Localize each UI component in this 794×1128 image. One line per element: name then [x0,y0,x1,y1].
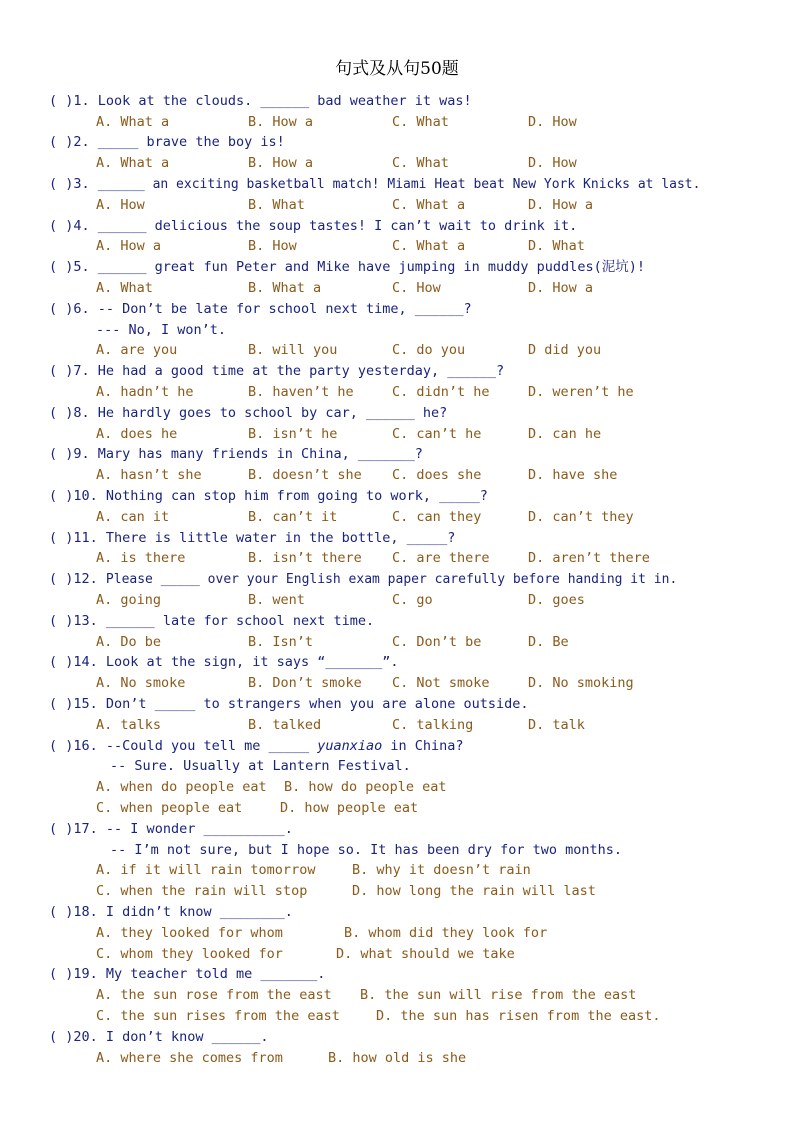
question-stem: ______ late for school next time. [105,613,375,629]
option-c: C. does she [392,467,482,483]
question-stem: ______ great fun Peter and Mike have jumping in muddy puddles(泥坑)! [97,259,645,275]
options-12 [96,590,585,610]
question-number: ( )3. [49,176,90,192]
question-stem: I didn’t know ________. [105,904,293,920]
option-b: B. will you [248,342,338,358]
option-b: B. What [248,197,305,213]
options-9 [96,465,618,485]
question-stem: -- Don’t be late for school next time, ______? [97,301,472,317]
option-b: B. whom did they look for [344,925,548,941]
option-b: B. talked [248,717,322,733]
option-a: A. if it will rain tomorrow [96,862,316,878]
option-a: A. talks [96,717,162,733]
option-b: B. how old is she [328,1050,467,1066]
option-c: C. can’t he [392,426,482,442]
option-d: D. goes [528,592,585,608]
options-18-row-2 [96,944,515,964]
options-7 [96,382,634,402]
options-17-row-1 [96,860,531,880]
option-d: D. What [528,238,585,254]
options-19-row-1 [96,985,637,1005]
option-d: D. How [528,155,577,171]
option-c: C. whom they looked for [96,946,283,962]
question-16 [49,736,464,756]
options-8 [96,424,602,444]
option-c: C. go [392,592,433,608]
question-stem: _____ brave the boy is! [97,134,285,150]
option-c: C. What a [392,197,466,213]
option-b: B. how do people eat [284,779,447,795]
question-14 [49,652,399,672]
option-a: A. How a [96,238,162,254]
question-stem: -- I wonder __________. [105,821,293,837]
option-d: D. Be [528,634,569,650]
question-number: ( )16. [49,738,98,754]
question-6 [49,299,472,319]
option-d: D. aren’t there [528,550,650,566]
option-b: B. How a [248,155,314,171]
option-c: C. talking [392,717,474,733]
question-1 [49,91,472,111]
option-d: D. How a [528,280,594,296]
option-a: A. does he [96,426,178,442]
option-a: A. hadn’t he [96,384,194,400]
question-number: ( )1. [49,93,90,109]
question-number: ( )2. [49,134,90,150]
question-9 [49,444,423,464]
option-d: D. what should we take [336,946,515,962]
options-13 [96,632,569,652]
option-c: C. when the rain will stop [96,883,308,899]
option-a: A. What a [96,114,170,130]
option-b: B. Don’t smoke [248,675,362,691]
option-c: C. What a [392,238,466,254]
question-number: ( )14. [49,654,98,670]
option-c: C. Not smoke [392,675,490,691]
question-number: ( )6. [49,301,90,317]
option-b: B. isn’t there [248,550,362,566]
question-stem: Don’t _____ to strangers when you are alone outside. [105,696,529,712]
options-20-row-1 [96,1048,467,1068]
question-5 [49,257,645,277]
options-11 [96,548,650,568]
question-12 [49,569,677,589]
option-b: B. went [248,592,305,608]
option-a: A. they looked for whom [96,925,283,941]
page-title: 句式及从句50题 [335,59,459,79]
option-d: D. How a [528,197,594,213]
option-d: D. how long the rain will last [352,883,596,899]
question-18 [49,902,293,922]
question-number: ( )18. [49,904,98,920]
option-a: A. What [96,280,153,296]
question-number: ( )13. [49,613,98,629]
option-d: D. How [528,114,577,130]
option-b: B. why it doesn’t rain [352,862,531,878]
option-d: D. can he [528,426,602,442]
option-a: A. are you [96,342,178,358]
question-stem: I don’t know ______. [105,1029,269,1045]
question-number: ( )10. [49,488,98,504]
options-2 [96,153,577,173]
question-4 [49,216,577,236]
option-b: B. isn’t he [248,426,338,442]
option-d: D. can’t they [528,509,634,525]
option-c: C. can they [392,509,482,525]
options-19-row-2 [96,1006,661,1026]
option-a: A. is there [96,550,186,566]
question-stem: Please _____ over your English exam paper carefully before handing it in. [105,572,678,587]
option-d: D. talk [528,717,585,733]
option-a: A. going [96,592,162,608]
question-17 [49,819,293,839]
option-d: D did you [528,342,602,358]
question-stem: He had a good time at the party yesterday, ______? [97,363,505,379]
options-15 [96,715,585,735]
question-11 [49,528,455,548]
question-stem: ______ an exciting basketball match! Miami Heat beat New York Knicks at last. [97,177,701,192]
option-b: B. haven’t he [248,384,354,400]
question-stem: Nothing can stop him from going to work, _____? [105,488,488,504]
option-b: B. Isn’t [248,634,314,650]
question-number: ( )8. [49,405,90,421]
question-stem: ______ delicious the soup tastes! I can’t wait to drink it. [97,218,578,234]
question-number: ( )17. [49,821,98,837]
options-1 [96,112,577,132]
question-number: ( )4. [49,218,90,234]
question-2 [49,132,285,152]
option-a: A. How [96,197,145,213]
question-stem: There is little water in the bottle, _____? [105,530,456,546]
options-16-row-2 [96,798,419,818]
question-number: ( )20. [49,1029,98,1045]
option-a: A. where she comes from [96,1050,283,1066]
question-20 [49,1027,268,1047]
option-c: C. What [392,114,449,130]
options-6 [96,340,602,360]
question-number: ( )5. [49,259,90,275]
dialogue-reply-6: --- No, I won’t. [96,322,227,338]
question-stem: My teacher told me _______. [105,966,326,982]
question-stem-start: --Could you tell me _____ [105,738,318,754]
question-7 [49,361,504,381]
question-number: ( )9. [49,446,90,462]
option-b: B. What a [248,280,322,296]
option-c: C. What [392,155,449,171]
dialogue-reply-16: -- Sure. Usually at Lantern Festival. [110,758,411,774]
question-number: ( )15. [49,696,98,712]
question-13 [49,611,374,631]
question-19 [49,964,325,984]
options-14 [96,673,634,693]
option-a: A. the sun rose from the east [96,987,332,1003]
dialogue-reply-17: -- I’m not sure, but I hope so. It has been dry for two months. [110,842,623,858]
option-a: A. Do be [96,634,162,650]
option-b: B. can’t it [248,509,338,525]
option-d: D. No smoking [528,675,634,691]
options-18-row-1 [96,923,548,943]
option-c: C. are there [392,550,490,566]
option-b: B. How [248,238,297,254]
question-stem: He hardly goes to school by car, ______ he? [97,405,448,421]
question-number: ( )12. [49,571,98,587]
option-c: C. didn’t he [392,384,490,400]
options-5 [96,278,594,298]
options-3 [96,195,594,215]
question-stem: Look at the sign, it says “_______”. [105,654,399,670]
option-a: A. when do people eat [96,779,267,795]
question-3 [49,174,700,194]
question-8 [49,403,447,423]
option-a: A. No smoke [96,675,186,691]
question-stem-end: in China? [382,738,464,754]
option-b: B. doesn’t she [248,467,362,483]
question-number: ( )19. [49,966,98,982]
options-16-row-1 [96,777,447,797]
options-10 [96,507,634,527]
option-a: A. hasn’t she [96,467,202,483]
options-4 [96,236,585,256]
option-c: C. do you [392,342,466,358]
options-17-row-2 [96,881,596,901]
option-a: A. What a [96,155,170,171]
question-15 [49,694,529,714]
option-c: C. the sun rises from the east [96,1008,340,1024]
option-b: B. How a [248,114,314,130]
option-d: D. weren’t he [528,384,634,400]
question-number: ( )11. [49,530,98,546]
question-stem: Look at the clouds. ______ bad weather it was! [97,93,472,109]
option-d: D. how people eat [280,800,419,816]
option-c: C. when people eat [96,800,243,816]
option-c: C. Don’t be [392,634,482,650]
option-d: D. the sun has risen from the east. [376,1008,661,1024]
question-10 [49,486,488,506]
option-c: C. How [392,280,441,296]
option-d: D. have she [528,467,618,483]
option-a: A. can it [96,509,170,525]
question-number: ( )7. [49,363,90,379]
question-stem: Mary has many friends in China, _______? [97,446,423,462]
question-stem-italic: yuanxiao [317,738,383,754]
option-b: B. the sun will rise from the east [360,987,637,1003]
